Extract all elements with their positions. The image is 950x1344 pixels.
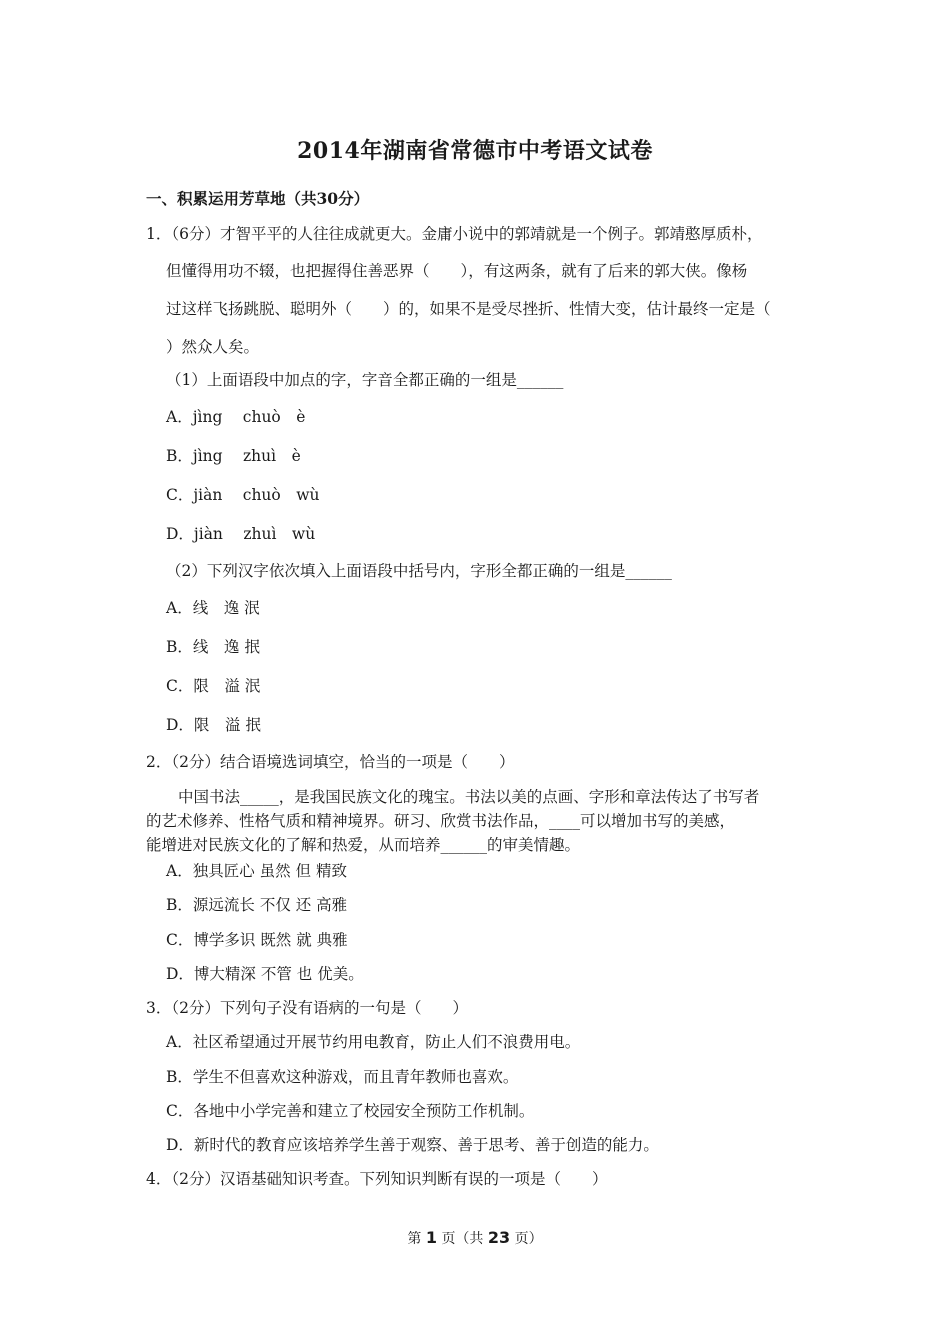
question-1-line-1: 1．（6分）才智平平的人往往成就更大。金庸小说中的郭靖就是一个例子。郭靖憨厚质朴， bbox=[146, 225, 763, 243]
q1-sub2-option-c: C．限 溢 泯 bbox=[166, 677, 261, 695]
footer-prefix: 第 bbox=[407, 1231, 422, 1247]
question-4-stem: 4．（2分）汉语基础知识考查。下列知识判断有误的一项是（ ） bbox=[146, 1170, 608, 1188]
q1-sub1-option-a: A．jìng chuò è bbox=[166, 408, 306, 426]
q1-sub2-option-a: A．线 逸 泯 bbox=[166, 599, 260, 617]
question-2-passage-line-3: 能增进对民族文化的了解和热爱，从而培养______的审美情趣。 bbox=[146, 836, 581, 854]
page-title: 2014年湖南省常德市中考语文试卷 bbox=[297, 138, 653, 164]
page-footer bbox=[0, 1228, 950, 1248]
q2-option-d: D．博大精深 不管 也 优美。 bbox=[166, 965, 364, 983]
q1-sub1-option-b: B．jìng zhuì è bbox=[166, 447, 301, 465]
footer-page-number: 1 bbox=[425, 1228, 437, 1247]
question-2-passage-line-1: 中国书法_____，是我国民族文化的瑰宝。书法以美的点画、字形和章法传达了书写者 bbox=[178, 788, 760, 806]
q2-option-c: C．博学多识 既然 就 典雅 bbox=[166, 931, 348, 949]
q2-option-b: B．源远流长 不仅 还 高雅 bbox=[166, 896, 348, 914]
q3-option-c: C．各地中小学完善和建立了校园安全预防工作机制。 bbox=[166, 1102, 535, 1120]
footer-middle: 页（共 bbox=[441, 1231, 484, 1247]
section-heading: 一、积累运用芳草地（共30分） bbox=[146, 189, 370, 208]
question-2-stem: 2．（2分）结合语境选词填空，恰当的一项是（ ） bbox=[146, 753, 515, 771]
question-1-sub-1: （1）上面语段中加点的字，字音全都正确的一组是______ bbox=[166, 371, 564, 389]
q3-option-b: B．学生不但喜欢这种游戏，而且青年教师也喜欢。 bbox=[166, 1068, 519, 1086]
footer-total-pages: 23 bbox=[487, 1228, 511, 1247]
q1-sub1-option-d: D．jiàn zhuì wù bbox=[166, 525, 316, 543]
question-1-line-2: 但懂得用功不辍，也把握得住善恶界（ ），有这两条，就有了后来的郭大侠。像杨 bbox=[166, 262, 748, 280]
q1-sub2-option-d: D．限 溢 抿 bbox=[166, 716, 261, 734]
question-2-passage-line-2: 的艺术修养、性格气质和精神境界。研习、欣赏书法作品，____可以增加书写的美感， bbox=[146, 812, 736, 830]
question-1-line-3: 过这样飞扬跳脱、聪明外（ ）的，如果不是受尽挫折、性情大变，估计最终一定是（ bbox=[166, 300, 771, 318]
question-1-line-4: ）然众人矣。 bbox=[166, 338, 260, 356]
footer-suffix: 页） bbox=[514, 1231, 543, 1247]
q3-option-d: D．新时代的教育应该培养学生善于观察、善于思考、善于创造的能力。 bbox=[166, 1136, 659, 1154]
q2-option-a: A．独具匠心 虽然 但 精致 bbox=[166, 862, 347, 880]
q3-option-a: A．社区希望通过开展节约用电教育，防止人们不浪费用电。 bbox=[166, 1033, 581, 1051]
q1-sub1-option-c: C．jiàn chuò wù bbox=[166, 486, 320, 504]
question-3-stem: 3．（2分）下列句子没有语病的一句是（ ） bbox=[146, 999, 468, 1017]
q1-sub2-option-b: B．线 逸 抿 bbox=[166, 638, 260, 656]
question-1-sub-2: （2）下列汉字依次填入上面语段中括号内，字形全都正确的一组是______ bbox=[166, 562, 672, 580]
